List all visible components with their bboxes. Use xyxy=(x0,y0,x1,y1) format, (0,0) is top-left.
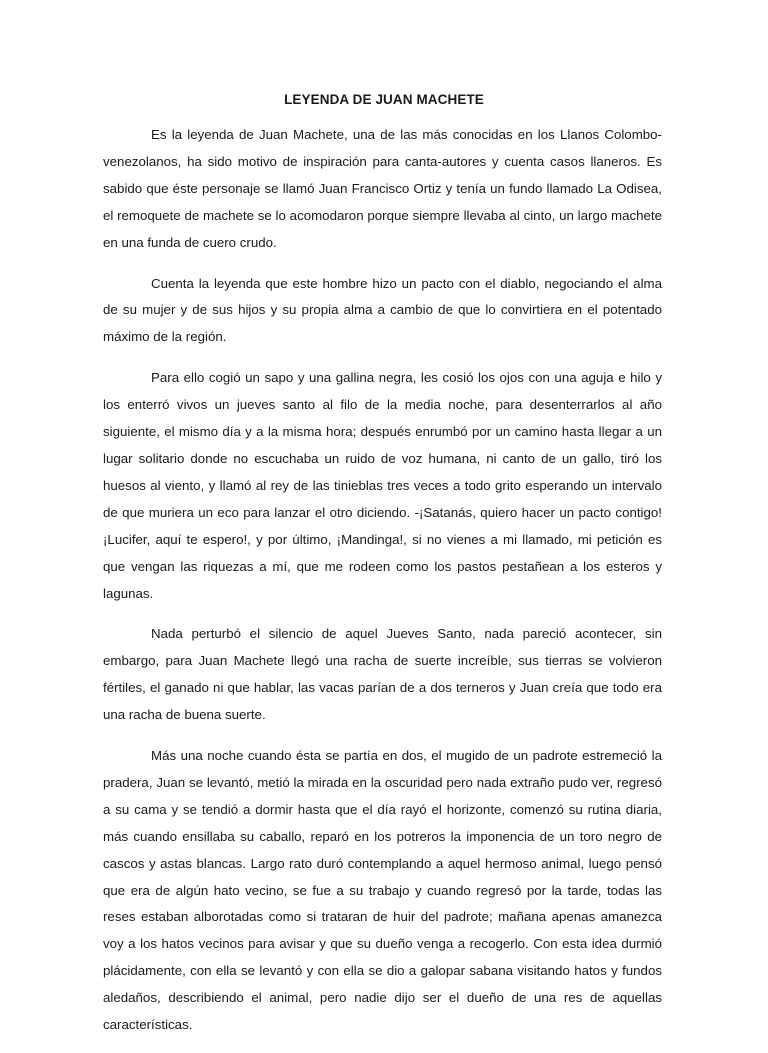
document-title: LEYENDA DE JUAN MACHETE xyxy=(284,92,484,107)
paragraph-5: Más una noche cuando ésta se partía en dos, el mugido de un padrote estremeció la pradera, Juan se levantó, metió la mirada en la oscuridad pero nada extraño pudo ver, regresó a su cama y se tendió a dormir hasta que el día rayó el horizonte, comenzó su rutina diaria, más cuando ensillaba su caballo, reparó en los potreros la imponencia de un toro negro de cascos y astas blancas. Largo rato duró contemplando a aquel hermoso animal, luego pensó que era de algún hato vecino, se fue a su trabajo y cuando regresó por la tarde, todas las reses estaban alborotadas como si trataran de huir del padrote; mañana apenas amanezca voy a los hatos vecinos para avisar y que su dueño venga a recogerlo. Con esta idea durmió plácidamente, con ella se levantó y con ella se dio a galopar sabana visitando hatos y fundos aledaños, describiendo el animal, pero nadie dijo ser el dueño de una res de aquellas características. xyxy=(103,748,662,1033)
paragraph-4: Nada perturbó el silencio de aquel Jueves Santo, nada pareció acontecer, sin embargo, para Juan Machete llegó una racha de suerte increíble, sus tierras se volvieron fértiles, el ganado ni que hablar, las vacas parían de a dos terneros y Juan creía que todo era una racha de buena suerte. xyxy=(103,626,662,723)
document-body xyxy=(103,122,662,1053)
paragraph-1: Es la leyenda de Juan Machete, una de las más conocidas en los Llanos Colombo-venezolanos, ha sido motivo de inspiración para canta-autores y cuenta casos llaneros. Es sabido que éste personaje se llamó Juan Francisco Ortiz y tenía un fundo llamado La Odisea, el remoquete de machete se lo acomodaron porque siempre llevaba al cinto, un largo machete en una funda de cuero crudo. xyxy=(103,127,662,250)
paragraph-3: Para ello cogió un sapo y una gallina negra, les cosió los ojos con una aguja e hilo y los enterró vivos un jueves santo al filo de la media noche, para desenterrarlos al año siguiente, el mismo día y a la misma hora; después enrumbó por un camino hasta llegar a un lugar solitario donde no escuchaba un ruido de voz humana, ni canto de un gallo, tiró los huesos al viento, y llamó al rey de las tinieblas tres veces a todo grito esperando un intervalo de que muriera un eco para lanzar el otro diciendo. -¡Satanás, quiero hacer un pacto contigo! ¡Lucifer, aquí te espero!, y por último, ¡Mandinga!, si no vienes a mi llamado, mi petición es que vengan las riquezas a mí, que me rodeen como los pastos pestañean a los esteros y lagunas. xyxy=(103,370,662,601)
paragraph-2: Cuenta la leyenda que este hombre hizo un pacto con el diablo, negociando el alma de su mujer y de sus hijos y su propia alma a cambio de que lo convirtiera en el potentado máximo de la región. xyxy=(103,275,662,345)
